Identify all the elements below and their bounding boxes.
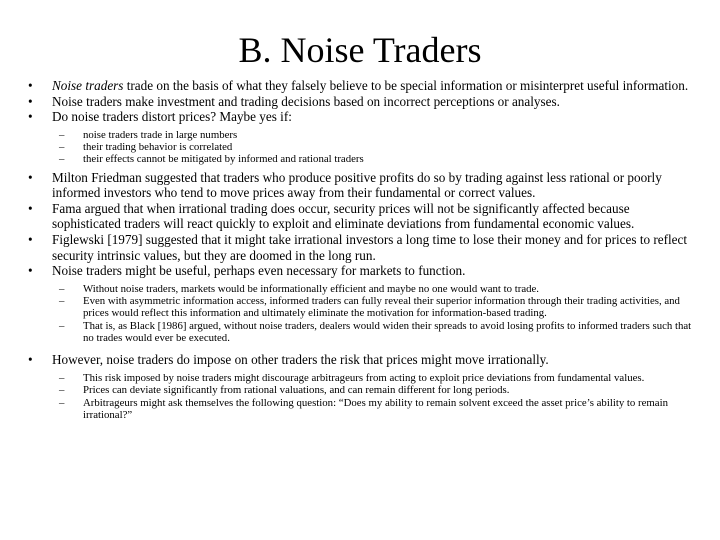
sub-list-risk-consequences xyxy=(59,372,692,421)
sub-bullet xyxy=(59,397,692,422)
page-title: B. Noise Traders xyxy=(238,30,482,70)
bullet-noise-traders-useful xyxy=(28,263,692,279)
dash-icon: – xyxy=(59,295,65,308)
dash-icon: – xyxy=(59,282,65,295)
bullet-text: Fama argued that when irrational trading does occur, security prices will not be significantly affected because sophisticated traders will react quickly to exploit and eliminate deviations from fundamental economic values. xyxy=(52,200,635,232)
dash-icon: – xyxy=(59,396,65,409)
bullet-text: Noise traders might be useful, perhaps even necessary for markets to function. xyxy=(52,263,466,279)
sub-list-useful-reasons xyxy=(59,283,692,344)
sub-bullet xyxy=(59,283,692,295)
sub-bullet xyxy=(59,372,692,384)
bullet-fama xyxy=(28,201,692,232)
bullet-text: Noise traders make investment and trading decisions based on incorrect perceptions or analyses. xyxy=(52,93,560,109)
bullet-icon: • xyxy=(28,200,33,216)
bullet-investment-decisions xyxy=(28,94,692,110)
sub-bullet-text: Even with asymmetric information access, informed traders can fully reveal their superior information through their trading activities, and prices would reflect this information and ultimately eliminate the motivation for information-based trading. xyxy=(83,295,680,320)
bullet-icon: • xyxy=(28,93,33,109)
dash-icon: – xyxy=(59,128,65,141)
bullet-text: Milton Friedman suggested that traders who produce positive profits do so by trading against less rational or poorly informed investors who tend to move prices away from their fundamental or correct values. xyxy=(52,169,662,201)
sub-bullet xyxy=(59,153,692,165)
sub-bullet xyxy=(59,141,692,153)
bullet-icon: • xyxy=(28,109,33,125)
sub-bullet-text: Prices can deviate significantly from rational valuations, and can remain different for long periods. xyxy=(83,384,510,397)
bullet-figlewski xyxy=(28,232,692,263)
emphasis-noise-traders: Noise traders xyxy=(52,78,124,93)
bullet-icon: • xyxy=(28,169,33,185)
bullet-milton-friedman xyxy=(28,170,692,201)
sub-list-distort-conditions xyxy=(59,129,692,166)
sub-bullet xyxy=(59,129,692,141)
sub-bullet-text: noise traders trade in large numbers xyxy=(83,128,238,141)
bullet-icon: • xyxy=(28,352,33,368)
sub-bullet-text: Arbitrageurs might ask themselves the following question: “Does my ability to remain solvent exceed the asset price’s ability to remain irrational?” xyxy=(83,396,668,421)
sub-bullet-text: That is, as Black [1986] argued, without noise traders, dealers would widen their spreads to avoid losing profits to informed traders such that no trades would ever be executed. xyxy=(83,319,692,345)
dash-icon: – xyxy=(59,153,65,166)
bullet-text: trade on the basis of what they falsely believe to be special information or misinterpret useful information. xyxy=(123,78,689,93)
bullet-distort-prices xyxy=(28,109,692,125)
bullet-noise-traders-definition xyxy=(28,78,692,94)
sub-bullet-text: This risk imposed by noise traders might discourage arbitrageurs from acting to exploit price deviations from fundamental values. xyxy=(83,371,645,384)
bullet-text: However, noise traders do impose on other traders the risk that prices might move irrationally. xyxy=(52,352,549,368)
bullet-icon: • xyxy=(28,232,33,248)
sub-bullet-text: their trading behavior is correlated xyxy=(83,141,233,154)
sub-bullet-text: Without noise traders, markets would be informationally efficient and maybe no one would want to trade. xyxy=(83,282,540,295)
bullet-risk-of-irrational-prices xyxy=(28,352,692,368)
bullet-text: Figlewski [1979] suggested that it might take irrational investors a long time to lose their money and for prices to reflect security intrinsic values, but they are doomed in the long run. xyxy=(52,232,688,263)
bullet-icon: • xyxy=(28,78,33,93)
dash-icon: – xyxy=(59,384,65,397)
sub-bullet xyxy=(59,320,692,345)
bullet-text: Do noise traders distort prices? Maybe yes if: xyxy=(52,109,292,125)
dash-icon: – xyxy=(59,371,65,384)
sub-bullet xyxy=(59,384,692,396)
sub-bullet-text: their effects cannot be mitigated by informed and rational traders xyxy=(83,153,364,166)
dash-icon: – xyxy=(59,319,65,332)
bullet-icon: • xyxy=(28,263,33,279)
sub-bullet xyxy=(59,295,692,320)
slide-content xyxy=(28,78,692,425)
dash-icon: – xyxy=(59,141,65,154)
